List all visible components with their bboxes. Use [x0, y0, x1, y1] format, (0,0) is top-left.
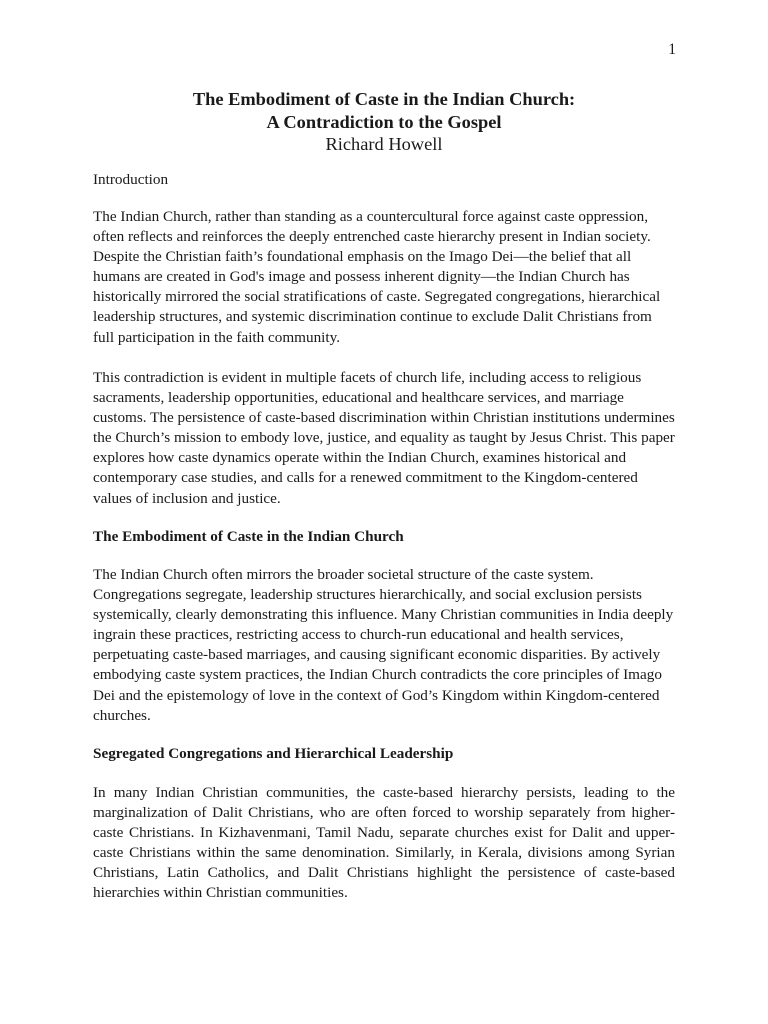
introduction-label: Introduction	[93, 171, 169, 188]
document-author: Richard Howell	[325, 134, 443, 154]
paragraph-embodiment: The Indian Church often mirrors the broader societal structure of the caste system. Congregations segregate, leadership structures hierarchically, and social exclusion persists systemically, clearly demonstrating this influence. Many Christian communities in India deeply ingrain these practices, restricting access to church-run educational and health services, perpetuating caste-based marriages, and causing significant economic disparities. By actively embodying caste system practices, the Indian Church contradicts the core principles of Imago Dei and the epistemology of love in the context of God’s Kingdom within Kingdom-centered churches.	[93, 566, 674, 724]
paragraph-segregated: In many Indian Christian communities, the caste-based hierarchy persists, leading to the marginalization of Dalit Christians, who are often forced to worship separately from higher-caste Christians. In Kizhavenmani, Tamil Nadu, separate churches exist for Dalit and upper-caste Christians within the same denomination. Similarly, in Kerala, divisions among Syrian Christians, Latin Catholics, and Dalit Christians highlight the persistence of caste-based hierarchies within Christian communities.	[93, 784, 675, 902]
paragraph-introduction-2: This contradiction is evident in multiple facets of church life, including access to religious sacraments, leadership opportunities, educational and healthcare services, and marriage customs. The persistence of caste-based discrimination within Christian institutions undermines the Church’s mission to embody love, justice, and equality as taught by Jesus Christ. This paper explores how caste dynamics operate within the Indian Church, examines historical and contemporary case studies, and calls for a renewed commitment to the Kingdom-centered values of inclusion and justice.	[93, 369, 675, 507]
section-heading-segregated: Segregated Congregations and Hierarchical Leadership	[93, 745, 454, 762]
title-block	[93, 88, 675, 156]
document-title-line-1: The Embodiment of Caste in the Indian Church:	[192, 89, 576, 109]
section-heading-embodiment: The Embodiment of Caste in the Indian Church	[93, 528, 404, 545]
page-number: 1	[668, 41, 676, 58]
paragraph-introduction-1: The Indian Church, rather than standing as a countercultural force against caste oppression, often reflects and reinforces the deeply entrenched caste hierarchy present in Indian society. Despite the Christian faith’s foundational emphasis on the Imago Dei—the belief that all humans are created in God's image and possess inherent dignity—the Indian Church has historically mirrored the social stratifications of caste. Segregated congregations, hierarchical leadership structures, and systemic discrimination continue to exclude Dalit Christians from full participation in the faith community.	[93, 208, 661, 346]
document-title-line-2: A Contradiction to the Gospel	[266, 111, 502, 132]
